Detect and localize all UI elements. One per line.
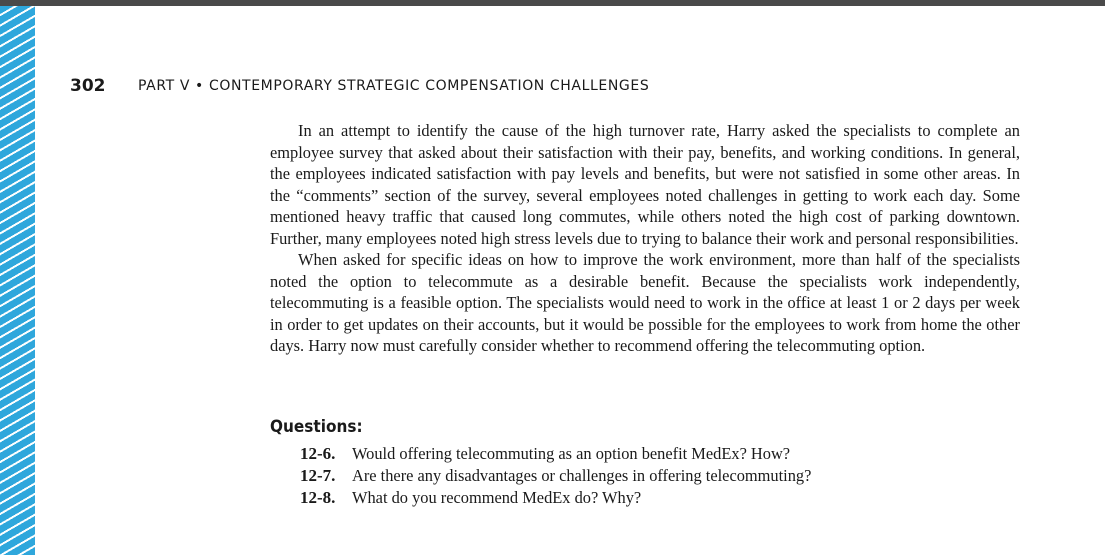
question-text: What do you recommend MedEx do? Why? <box>352 488 642 507</box>
questions-list <box>300 444 1020 510</box>
question-number: 12-6. <box>300 444 336 463</box>
question-number: 12-8. <box>300 488 336 507</box>
question-item <box>300 466 1020 488</box>
running-header <box>70 74 649 98</box>
case-body-text <box>270 120 1020 357</box>
paragraph: When asked for specific ideas on how to improve the work environment, more than half of the specialists noted the option to telecommute as a desirable benefit. Because the specialists work independently, telecommuting is a feasible option. The specialists would need to work in the office at least 1 or 2 days per week in order to get updates on their accounts, but it would be possible for the employees to work from home the other days. Harry now must carefully consider whether to recommend offering the telecommuting option. <box>270 250 1020 355</box>
page-number: 302 <box>70 76 106 96</box>
question-item <box>300 488 1020 510</box>
question-number: 12-7. <box>300 466 336 485</box>
part-title: PART V • CONTEMPORARY STRATEGIC COMPENSATION CHALLENGES <box>138 78 650 94</box>
decorative-side-stripe <box>0 6 35 555</box>
question-item <box>300 444 1020 466</box>
top-border-bar <box>0 0 1105 6</box>
question-text: Would offering telecommuting as an option benefit MedEx? How? <box>352 444 791 463</box>
questions-heading: Questions: <box>270 417 363 437</box>
paragraph: In an attempt to identify the cause of the high turnover rate, Harry asked the specialists to complete an employee survey that asked about their satisfaction with their pay, benefits, and working conditions. In general, the employees indicated satisfaction with pay levels and benefits, but were not satisfied in some other areas. In the “comments” section of the survey, several employees noted challenges in getting to work each day. Some mentioned heavy traffic that caused long commutes, while others noted the high cost of parking downtown. Further, many employees noted high stress levels due to trying to balance their work and personal responsibilities. <box>270 121 1020 248</box>
question-text: Are there any disadvantages or challenges in offering telecommuting? <box>352 466 812 485</box>
